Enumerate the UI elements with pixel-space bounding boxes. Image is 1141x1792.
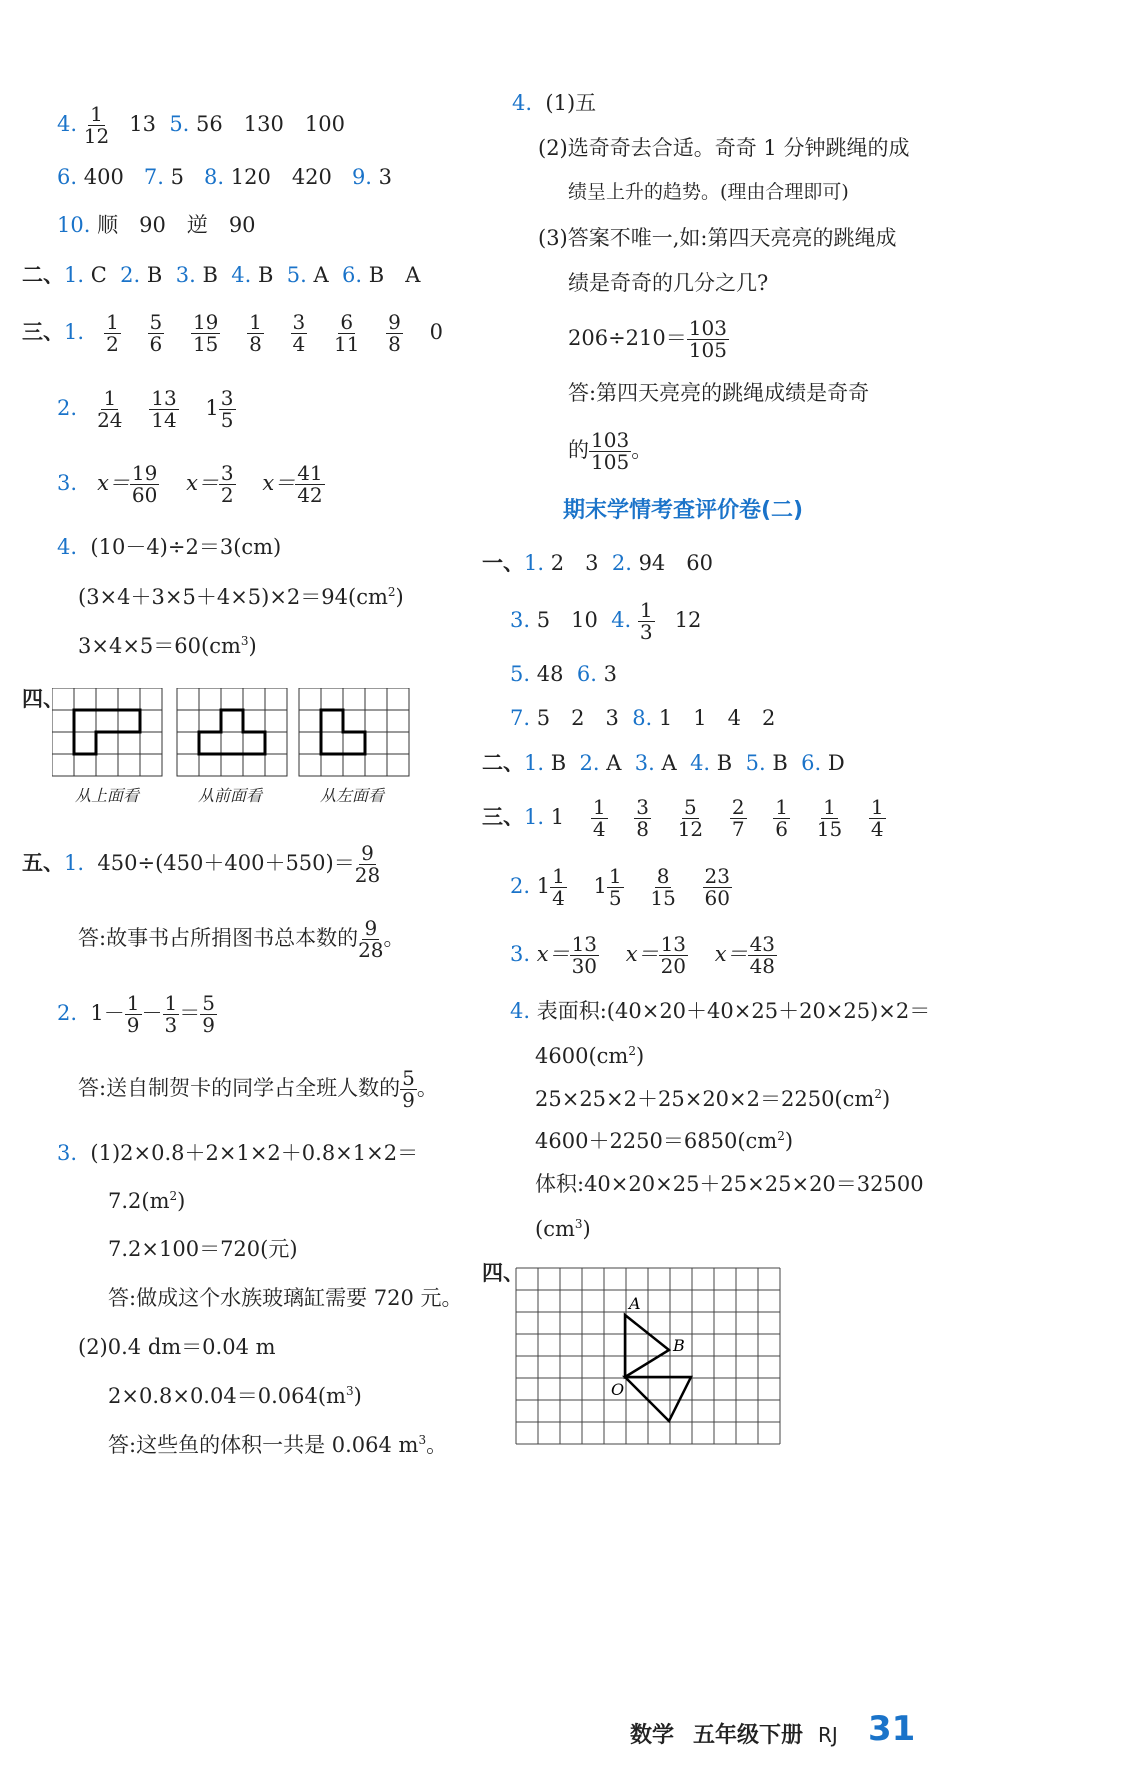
section-3-q1: 三、1. $\frac{1}{2}$ $\frac{5}{6}$ $\frac{19}{15}$ $\frac{1}{8}$ $\frac{3}{4}$ $\frac{6}{11}$ $\frac{9}{8}$ 0 (22, 310, 443, 356)
text-line: 绩是奇奇的几分之几? (568, 271, 769, 295)
q6-line: 6. 400 7. 5 8. 120 420 9. 3 (57, 165, 393, 189)
view-grids (52, 688, 412, 778)
point-a: A (629, 1294, 641, 1313)
triangle-rotated (625, 1377, 691, 1421)
eq-line: $2\times 0.8\times 0.04=0.064(m^3)$ (108, 1384, 362, 1408)
eq-line: $25\times 25\times 2+25\times 20\times 2=2250(cm^2)$ (535, 1087, 891, 1111)
eq-line: $3\times 4\times 5=60(cm^3)$ (78, 634, 257, 658)
section-3-q3: 3. x＝ $\frac{19}{60}$ x＝ $\frac{3}{2}$ x＝ $\frac{41}{42}$ (57, 461, 323, 507)
r-section-1-q3: 3. 5 10 4. $\frac{1}{3}$ 12 (510, 598, 702, 644)
eq-line: $7.2(m^2)$ (108, 1189, 186, 1213)
q4-line: 4. $\frac{1}{12}$ 13 5. 56 130 100 (57, 102, 345, 148)
eq-line: $(3\times 4+3\times 5+4\times 5)\times 2=94(cm^2)$ (78, 585, 404, 609)
section-2-left: 二、1. C 2. B 3. B 4. B 5. A 6. B A (22, 262, 421, 287)
answer-3b: 答:这些鱼的体积一共是 0.064 $m^3$。 (108, 1433, 448, 1457)
answer-3: 答:做成这个水族玻璃缸需要 720 元。 (108, 1286, 463, 1310)
eq-line: $(cm^3)$ (535, 1217, 591, 1241)
footer-grade: 五年级下册 (693, 1723, 804, 1748)
eq-line: 体积:40×20×25＋25×25×20＝32500 (535, 1172, 924, 1196)
r-section-1-q1: 一、1. 2 3 2. 94 60 (482, 550, 714, 575)
fraction: $\frac{1}{12}$ (83, 102, 110, 148)
section-5-q1: 五、1. 450÷(450＋400＋550)＝ $\frac{9}{28}$ (22, 841, 381, 887)
page-number: 31 (868, 1709, 916, 1749)
triangle-original (625, 1315, 669, 1377)
section-3-q2: 2. $\frac{1}{24}$ $\frac{13}{14}$ 1 $\frac{3}{5}$ (57, 386, 234, 432)
exam-title: 期末学情考查评价卷(二) (563, 498, 804, 523)
rotation-grid (515, 1267, 783, 1449)
text-line: (2)选奇奇去合适。奇奇 1 分钟跳绳的成 (538, 136, 910, 160)
r-section-3-q2: 2. 1 $\frac{1}{4}$ 1 $\frac{1}{5}$ $\frac{8}{15}$ $\frac{23}{60}$ (510, 864, 730, 910)
text-line: 的 $\frac{103}{105}$ 。 (568, 428, 653, 474)
eq-line: 206÷210＝ $\frac{103}{105}$ (568, 316, 727, 362)
r-section-3-q1: 三、1. 1 $\frac{1}{4}$ $\frac{3}{8}$ $\frac{5}{12}$ $\frac{2}{7}$ $\frac{1}{6}$ $\frac{1}{15}$ $\frac{1}{4}$ (482, 795, 884, 841)
caption-left: 从左面看 (320, 786, 385, 805)
text-line: (3)答案不唯一,如:第四天亮亮的跳绳成 (538, 226, 897, 250)
eq-line: (2)0.4 dm＝0.04 m (78, 1335, 276, 1359)
answer-1: 答:故事书占所捐图书总本数的 $\frac{9}{28}$ 。 (78, 916, 405, 962)
section-5-q2: 2. 1－ $\frac{1}{9}$ － $\frac{1}{3}$ ＝ $\frac{5}{9}$ (57, 991, 215, 1037)
r-section-1-q7: 7. 5 2 3 8. 1 1 4 2 (510, 706, 776, 730)
text-line: 答:第四天亮亮的跳绳成绩是奇奇 (568, 381, 870, 405)
r-q4: 4. (1)五 (512, 91, 597, 115)
text-line: 绩呈上升的趋势。(理由合理即可) (568, 181, 849, 203)
footer-edition: RJ (818, 1723, 838, 1747)
eq-line: $4600+2250=6850(cm^2)$ (535, 1129, 794, 1153)
r-section-2: 二、1. B 2. A 3. A 4. B 5. B 6. D (482, 750, 845, 775)
q10-line: 10. 顺 90 逆 90 (57, 213, 256, 237)
r-section-4-label: 四、 (482, 1260, 524, 1285)
section-3-q4: 4. (10－4)÷2＝3(cm) (57, 535, 282, 559)
eq-line: $4600(cm^2)$ (535, 1044, 645, 1068)
eq-line: 7.2×100＝720(元) (108, 1237, 298, 1261)
caption-front: 从前面看 (198, 786, 263, 805)
point-b: B (673, 1336, 685, 1355)
footer-subject: 数学 (630, 1723, 675, 1748)
r-section-1-q5: 5. 48 6. 3 (510, 662, 617, 686)
section-5-q3: 3. (1)2×0.8＋2×1×2＋0.8×1×2＝ (57, 1141, 419, 1165)
r-section-3-q4: 4. 表面积:(40×20＋40×25＋20×25)×2＝ (510, 999, 931, 1023)
section-4-label: 四、 (22, 686, 64, 711)
r-section-3-q3: 3. x＝ $\frac{13}{30}$ x＝ $\frac{13}{20}$ x＝ $\frac{43}{48}$ (510, 932, 776, 978)
answer-2: 答:送自制贺卡的同学占全班人数的 $\frac{5}{9}$ 。 (78, 1066, 438, 1112)
caption-top: 从上面看 (75, 786, 140, 805)
point-o: O (611, 1380, 625, 1399)
